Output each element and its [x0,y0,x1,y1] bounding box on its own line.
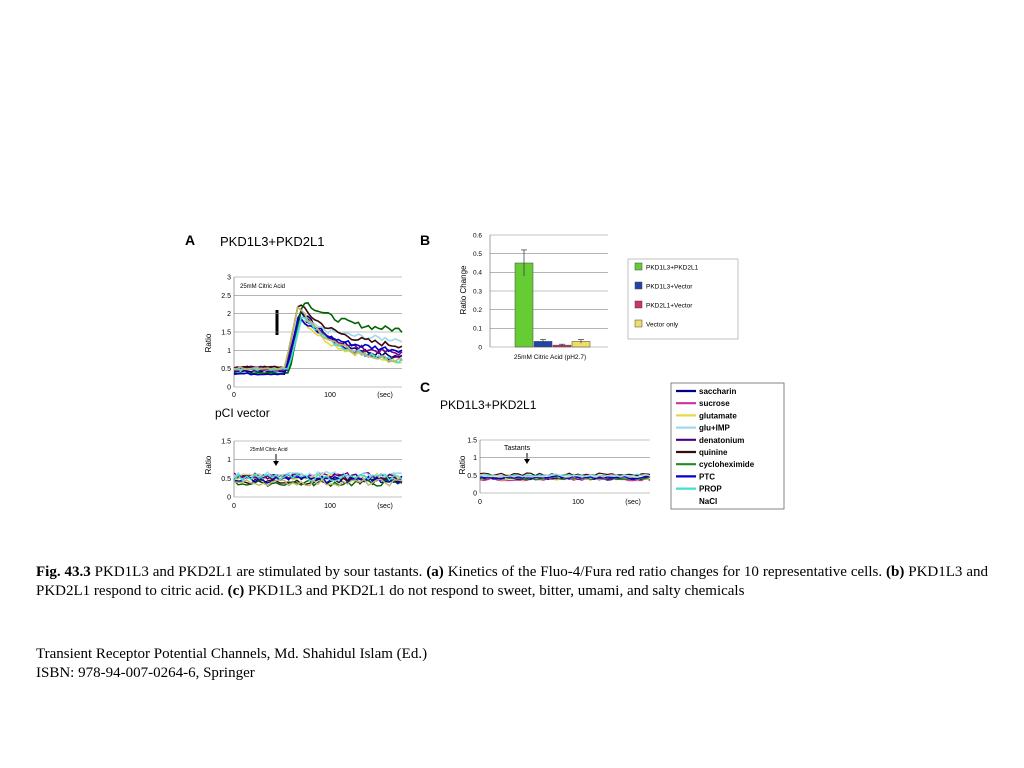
figure-caption [36,563,988,601]
caption-b-label: (b) [886,564,905,580]
panel-a2-stimulus-arrow [273,454,279,466]
panel-b-ylabel: Ratio Change [459,265,468,315]
panel-c-ytick: 1.5 [467,437,477,445]
panel-b-ytick: 0.3 [472,288,482,296]
panel-a-trace [234,317,402,370]
panel-b-bars [515,250,590,347]
panel-b-ytick: 0.2 [472,306,482,314]
panel-a2-title: pCI vector [215,406,270,420]
panel-b-legend-swatch [635,263,642,270]
caption-b-text: PKD1L3 and PKD2L1 respond to citric acid. [36,564,988,599]
panel-c-ytick: 1 [473,455,477,463]
panel-b-legend-swatch [635,301,642,308]
caption-intro: PKD1L3 and PKD2L1 are stimulated by sour tastants. [90,564,427,580]
panel-b-grid [490,235,608,347]
source-isbn: ISBN: 978-94-007-0264-6, Springer [36,665,255,681]
panel-b-letter: B [420,232,431,248]
panel-b-legend-label: PKD1L3+Vector [646,283,693,291]
panel-a2-ytick: 1.5 [221,438,231,446]
panel-a2-ylabel: Ratio [204,455,213,475]
panel-c-legend-label: saccharin [699,387,737,396]
panel-c-legend-label: PTC [699,472,715,482]
panel-a-trace [234,307,402,369]
panel-c-xtick-unit: (sec) [625,499,641,506]
panel-b-ytick: 0.6 [472,232,482,240]
panel-b-ytick: 0.1 [472,325,482,333]
panel-c-ytick: 0.5 [467,472,477,480]
panel-a-ytick: 0.5 [221,366,231,374]
panel-a2-xtick-100: 100 [324,503,336,510]
panel-a-y-ticks [221,275,231,392]
panel-c-legend-label: denatonium [699,435,745,445]
panel-c-y-ticks [467,438,477,498]
panel-c-ylabel: Ratio [458,455,467,475]
panel-a2-ytick: 0.5 [221,475,231,483]
caption-c-label: (c) [227,583,245,599]
panel-a2-stimulus-label: 25mM Citric Acid [250,447,288,453]
panel-b-legend-swatch [635,320,642,327]
panel-b-legend-label: PKD2L1+Vector [646,302,693,310]
panel-a-xtick-0: 0 [232,392,236,399]
panel-a [185,232,402,399]
panel-c [420,379,784,509]
panel-c-legend-label: quinine [699,448,728,457]
panel-b-legend-label: PKD1L3+PKD2L1 [646,264,699,272]
panel-b-ytick: 0.5 [472,250,482,258]
panel-c-stimulus-label: Tastants [504,445,531,452]
panel-c-xtick-0: 0 [478,499,482,506]
panel-c-legend-label: PROP [699,484,722,494]
panel-c-legend-label: glutamate [699,411,737,421]
caption-label: Fig. 43.3 [36,564,91,580]
caption-a-text: Kinetics of the Fluo-4/Fura red ratio changes for 10 representative cells. [443,564,886,580]
panel-b-xlabel: 25mM Citric Acid (pH2.7) [513,354,587,361]
panel-a2-ytick: 0 [227,494,231,502]
figure [180,225,800,515]
panel-c-ytick: 0 [473,490,477,498]
caption-a-label: (a) [426,564,444,580]
panel-c-xtick-100: 100 [572,499,584,506]
panel-a2 [204,406,402,510]
panel-a-title: PKD1L3+PKD2L1 [220,234,325,249]
panel-c-stimulus-arrow [524,453,530,464]
panel-c-legend-label: glu+IMP [699,423,730,433]
panel-b-legend-label: Vector only [646,321,679,329]
source-citation [36,645,988,683]
panel-c-title: PKD1L3+PKD2L1 [440,398,537,412]
panel-c-legend-label: sucrose [699,399,730,409]
panel-a-ytick: 1.5 [221,329,231,337]
panel-b-ytick: 0 [478,344,482,352]
panel-a2-ytick: 1 [227,457,231,465]
panel-a2-y-ticks [221,439,231,502]
panel-a-xtick-unit: (sec) [377,392,393,399]
panel-a-ytick: 0 [227,384,231,392]
panel-a-letter: A [185,232,196,248]
panel-b-legend-swatch [635,282,642,289]
panel-c-letter: C [420,379,431,395]
panel-b-ytick: 0.4 [472,269,482,277]
panel-a-ytick: 3 [227,274,231,282]
panel-b [420,232,738,361]
panel-a2-xtick-0: 0 [232,503,236,510]
panel-b-y-ticks [473,232,482,351]
panel-c-legend-label: NaCl [699,496,718,506]
panel-a-stimulus-label: 25mM Citric Acid [240,284,286,290]
panel-a-ytick: 2 [227,311,231,319]
panel-a-ylabel: Ratio [204,333,213,353]
panel-a-xtick-100: 100 [324,392,336,399]
panel-c-legend-label: cycloheximide [699,460,755,470]
panel-a-ytick: 2.5 [221,292,231,300]
panel-a-ytick: 1 [227,347,231,355]
source-book: Transient Receptor Potential Channels, Md. Shahidul Islam (Ed.) [36,646,428,662]
panel-a2-traces [234,472,402,487]
panel-a2-xtick-unit: (sec) [377,503,393,510]
panel-c-traces [480,473,650,481]
caption-c-text: PKD1L3 and PKD2L1 do not respond to sweet, bitter, umami, and salty chemicals [244,583,745,599]
